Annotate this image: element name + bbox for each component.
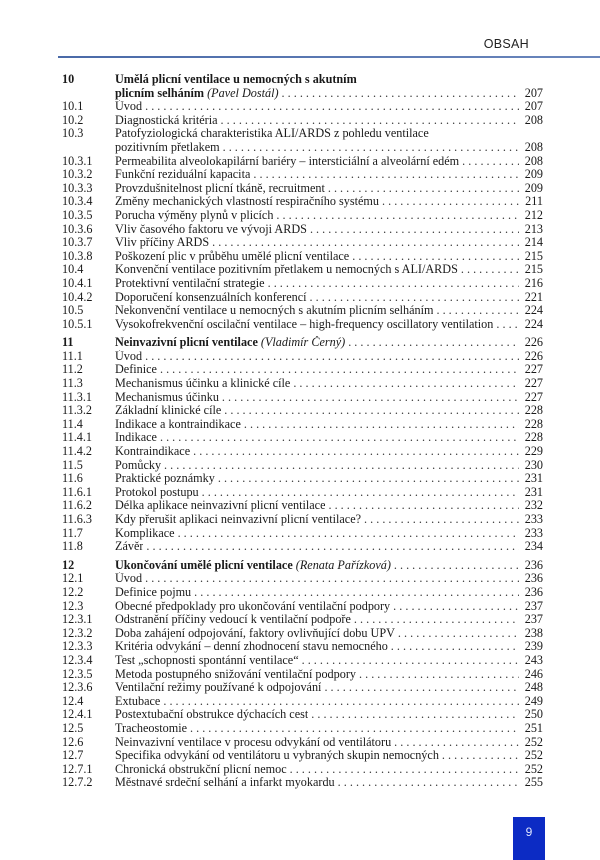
dot-leader xyxy=(178,527,519,541)
toc-entry[interactable] xyxy=(62,654,543,668)
entry-page: 209 xyxy=(524,180,543,195)
dot-leader xyxy=(394,736,519,750)
entry-author: (Vladimír Černý) xyxy=(260,336,346,350)
entry-page: 224 xyxy=(524,316,543,331)
entry-title: Mechanismus účinku a klinické cíle xyxy=(115,377,291,391)
header-divider xyxy=(58,56,600,58)
entry-number: 10.5.1 xyxy=(62,316,93,331)
dot-leader xyxy=(212,236,519,250)
dot-leader xyxy=(145,350,519,364)
dot-leader xyxy=(190,722,519,736)
dot-leader xyxy=(221,114,519,128)
entry-title: Poškození plic v průběhu umělé plicní ventilace xyxy=(115,249,350,263)
entry-title: plicním selháním (Pavel Dostál) xyxy=(115,86,279,100)
entry-number: 11.1 xyxy=(62,348,83,363)
toc-entry[interactable] xyxy=(62,763,543,777)
entry-number: 10.3.6 xyxy=(62,221,93,236)
entry-title: Doba zahájení odpojování, faktory ovlivňující dobu UPV xyxy=(115,626,395,640)
entry-page: 213 xyxy=(524,221,543,236)
toc-entry[interactable] xyxy=(62,695,543,709)
dot-leader xyxy=(193,445,519,459)
entry-number: 10.3.4 xyxy=(62,194,93,209)
entry-title: Funkční reziduální kapacita xyxy=(115,168,251,182)
entry-title: Neinvazivní ventilace v procesu odvykání od ventilátoru xyxy=(115,735,392,749)
entry-page: 230 xyxy=(524,457,543,472)
entry-title: Definice xyxy=(115,363,157,377)
entry-page: 255 xyxy=(524,775,543,790)
entry-title: Specifika odvykání od ventilátoru u vybraných skupin nemocných xyxy=(115,749,439,763)
entry-page: 226 xyxy=(524,335,543,350)
entry-number: 11.2 xyxy=(62,362,83,377)
toc-entry[interactable] xyxy=(62,377,543,391)
dot-leader xyxy=(328,499,519,513)
entry-page: 237 xyxy=(524,612,543,627)
entry-author: (Renata Pařízková) xyxy=(295,558,391,572)
toc-entry[interactable] xyxy=(62,600,543,614)
toc-entry[interactable] xyxy=(62,613,543,627)
entry-number: 12.7.2 xyxy=(62,775,93,790)
entry-number: 11.6.1 xyxy=(62,484,93,499)
dot-leader xyxy=(348,336,519,350)
dot-leader xyxy=(394,559,519,573)
entry-title: Úvod xyxy=(115,100,143,114)
entry-page: 231 xyxy=(524,471,543,486)
toc-entry[interactable] xyxy=(62,572,543,586)
entry-page: 238 xyxy=(524,625,543,640)
entry-title: Praktické poznámky xyxy=(115,472,215,486)
toc-entry[interactable] xyxy=(62,100,543,114)
entry-page: 229 xyxy=(524,444,543,459)
dot-leader xyxy=(218,472,519,486)
entry-number: 12.3.3 xyxy=(62,639,93,654)
toc-entry[interactable] xyxy=(62,263,543,277)
entry-title: Metoda postupného snižování ventilační podpory xyxy=(115,667,356,681)
dot-leader xyxy=(310,223,519,237)
entry-title: Vliv časového faktoru ve vývoji ARDS xyxy=(115,222,307,236)
dot-leader xyxy=(222,391,519,405)
entry-page: 227 xyxy=(524,376,543,391)
entry-number: 12.3.5 xyxy=(62,666,93,681)
entry-title: Závěr xyxy=(115,540,144,554)
dot-leader xyxy=(391,640,519,654)
dot-leader xyxy=(146,540,519,554)
entry-title: Délka aplikace neinvazivní plicní ventilace xyxy=(115,499,326,513)
toc-entry[interactable] xyxy=(62,114,543,128)
toc-entry[interactable] xyxy=(62,708,543,722)
entry-number: 12.3 xyxy=(62,598,84,613)
entry-title: Kontraindikace xyxy=(115,445,191,459)
dot-leader xyxy=(253,168,519,182)
entry-title: Doporučení konsenzuálních konferencí xyxy=(115,290,307,304)
dot-leader xyxy=(268,277,519,291)
dot-leader xyxy=(496,318,519,332)
entry-title: Permeabilita alveolokapilární bariéry – intersticiální a alveolární edém xyxy=(115,154,460,168)
entry-title: Komplikace xyxy=(115,526,175,540)
entry-title: Extubace xyxy=(115,694,161,708)
entry-page: 233 xyxy=(524,512,543,526)
toc-entry[interactable] xyxy=(62,722,543,736)
toc-entry[interactable] xyxy=(62,776,543,790)
entry-number: 12.5 xyxy=(62,720,84,735)
toc-entry[interactable] xyxy=(62,223,543,237)
entry-title: Obecné předpoklady pro ukončování ventilační podpory xyxy=(115,599,391,613)
toc-entry[interactable] xyxy=(62,431,543,445)
toc-entry[interactable] xyxy=(62,277,543,291)
entry-page: 226 xyxy=(524,348,543,363)
entry-number: 10.4.1 xyxy=(62,275,93,290)
entry-title: Postextubační obstrukce dýchacích cest xyxy=(115,708,309,722)
entry-title: Definice pojmu xyxy=(115,585,192,599)
dot-leader xyxy=(359,668,519,682)
dot-leader xyxy=(354,613,519,627)
toc-entry[interactable] xyxy=(62,404,543,418)
dot-leader xyxy=(163,695,519,709)
toc-entry[interactable] xyxy=(62,350,543,364)
entry-page: 215 xyxy=(524,262,543,277)
entry-number: 11.4.1 xyxy=(62,430,93,445)
toc-chapter-entry[interactable] xyxy=(62,559,543,573)
entry-number: 12.3.2 xyxy=(62,625,93,640)
entry-number: 11 xyxy=(62,335,74,350)
entry-number: 12.3.1 xyxy=(62,612,93,627)
entry-number: 10.5 xyxy=(62,303,84,318)
entry-title: Indikace a kontraindikace xyxy=(115,417,241,431)
entry-author: (Pavel Dostál) xyxy=(207,86,279,100)
toc-entry[interactable] xyxy=(62,527,543,541)
dot-leader xyxy=(382,195,519,209)
entry-page: 228 xyxy=(524,430,543,445)
dot-leader xyxy=(461,263,519,277)
entry-title: Neinvazivní plicní ventilace (Vladimír Černý) xyxy=(115,336,346,350)
entry-page: 211 xyxy=(525,194,543,209)
entry-title: Tracheostomie xyxy=(115,721,187,735)
entry-title: Kritéria odvykání – denní zhodnocení stavu nemocného xyxy=(115,640,388,654)
entry-number: 10.3.3 xyxy=(62,180,93,195)
entry-title: Vliv příčiny ARDS xyxy=(115,236,210,250)
entry-title: Porucha výměny plynů v plicích xyxy=(115,208,274,222)
entry-number: 11.8 xyxy=(62,539,83,554)
dot-leader xyxy=(436,304,519,318)
entry-number: 11.7 xyxy=(62,525,83,540)
toc-entry[interactable] xyxy=(62,195,543,209)
entry-number: 11.5 xyxy=(62,457,83,472)
toc-entry[interactable] xyxy=(62,250,543,264)
dot-leader xyxy=(293,377,519,391)
entry-number: 10.3.2 xyxy=(62,167,93,182)
toc-entry[interactable] xyxy=(62,627,543,641)
entry-page: 207 xyxy=(524,85,543,100)
dot-leader xyxy=(302,654,519,668)
toc-entry[interactable] xyxy=(62,486,543,500)
toc-entry[interactable] xyxy=(62,513,543,527)
dot-leader xyxy=(276,209,519,223)
entry-page: 246 xyxy=(524,666,543,681)
toc-entry[interactable] xyxy=(62,391,543,405)
entry-page: 207 xyxy=(524,99,543,114)
page-number: 9 xyxy=(513,817,545,860)
toc-entry[interactable] xyxy=(62,155,543,169)
entry-title: Umělá plicní ventilace u nemocných s akutním xyxy=(115,73,357,86)
toc-entry[interactable] xyxy=(62,586,543,600)
toc-entry[interactable] xyxy=(62,363,543,377)
entry-number: 12.7.1 xyxy=(62,761,93,776)
entry-title: Odstranění příčiny vedoucí k ventilační podpoře xyxy=(115,613,351,627)
entry-title: Základní klinické cíle xyxy=(115,404,222,418)
entry-number: 12 xyxy=(62,557,75,572)
dot-leader xyxy=(202,486,519,500)
dot-leader xyxy=(145,100,519,114)
entry-title: Úvod xyxy=(115,349,143,363)
entry-page: 231 xyxy=(524,484,543,499)
toc-entry[interactable] xyxy=(62,668,543,682)
toc-entry[interactable] xyxy=(62,236,543,250)
entry-title: Úvod xyxy=(115,572,143,586)
entry-page: 251 xyxy=(524,720,543,735)
entry-number: 10.3.5 xyxy=(62,207,93,222)
dot-leader xyxy=(442,749,519,763)
entry-title: Protektivní ventilační strategie xyxy=(115,276,265,290)
entry-page: 228 xyxy=(524,403,543,418)
entry-page: 234 xyxy=(524,539,543,554)
entry-page: 233 xyxy=(524,525,543,540)
entry-number: 10 xyxy=(62,72,75,86)
toc-entry[interactable] xyxy=(62,304,543,318)
toc-entry[interactable] xyxy=(62,736,543,750)
entry-title: Chronická obstrukční plicní nemoc xyxy=(115,762,287,776)
entry-page: 208 xyxy=(524,139,543,154)
entry-title: Ukončování umělé plicní ventilace (Renata Pařízková) xyxy=(115,558,391,572)
entry-title: Vysokofrekvenční oscilační ventilace – high-frequency oscillatory ventilation xyxy=(115,317,494,331)
entry-page: 252 xyxy=(524,748,543,763)
toc-entry[interactable] xyxy=(62,472,543,486)
toc-entry[interactable] xyxy=(62,209,543,223)
entry-page: 252 xyxy=(524,761,543,776)
entry-number: 12.2 xyxy=(62,584,84,599)
entry-number: 11.6 xyxy=(62,471,83,486)
dot-leader xyxy=(338,776,519,790)
entry-page: 212 xyxy=(524,207,543,222)
dot-leader xyxy=(352,250,519,264)
toc-entry[interactable] xyxy=(62,418,543,432)
toc-entry[interactable] xyxy=(62,499,543,513)
entry-number: 10.4 xyxy=(62,262,84,277)
toc-entry[interactable] xyxy=(62,291,543,305)
entry-page: 214 xyxy=(524,235,543,250)
dot-leader xyxy=(328,182,519,196)
entry-page: 216 xyxy=(524,275,543,290)
entry-number: 10.1 xyxy=(62,99,84,114)
dot-leader xyxy=(282,87,519,101)
toc-entry[interactable] xyxy=(62,445,543,459)
entry-page: 243 xyxy=(524,652,543,667)
entry-number: 12.4 xyxy=(62,693,84,708)
entry-page: 239 xyxy=(524,639,543,654)
entry-title: Protokol postupu xyxy=(115,485,199,499)
dot-leader xyxy=(324,681,519,695)
entry-number: 12.7 xyxy=(62,748,84,763)
entry-number: 11.3.1 xyxy=(62,389,93,404)
toc-chapter-entry[interactable] xyxy=(62,87,543,101)
entry-number: 12.3.4 xyxy=(62,652,93,667)
entry-title: Provzdušnitelnost plicní tkáně, recruitment xyxy=(115,181,325,195)
entry-title: Diagnostická kritéria xyxy=(115,113,218,127)
dot-leader xyxy=(224,404,519,418)
entry-number: 10.3.8 xyxy=(62,248,93,263)
entry-title: Pomůcky xyxy=(115,458,162,472)
entry-title: Kdy přerušit aplikaci neinvazivní plicní ventilace? xyxy=(115,513,362,526)
entry-page: 249 xyxy=(524,693,543,708)
entry-title: Mechanismus účinku xyxy=(115,390,219,404)
entry-number: 12.4.1 xyxy=(62,707,93,722)
entry-title: pozitivním přetlakem xyxy=(115,140,220,154)
toc-entry[interactable] xyxy=(62,681,543,695)
entry-title: Konvenční ventilace pozitivním přetlakem u nemocných s ALI/ARDS xyxy=(115,263,458,277)
dot-leader xyxy=(244,418,519,432)
toc-entry[interactable] xyxy=(62,459,543,473)
entry-page: 236 xyxy=(524,584,543,599)
entry-title: Patofyziologická charakteristika ALI/ARDS z pohledu ventilace xyxy=(115,127,429,141)
entry-title: Ventilační režimy používané k odpojování xyxy=(115,681,322,695)
table-of-contents xyxy=(62,73,543,790)
entry-number: 10.3.1 xyxy=(62,153,93,168)
entry-number: 11.3.2 xyxy=(62,403,93,418)
entry-page: 208 xyxy=(524,153,543,168)
dot-leader xyxy=(160,363,519,377)
entry-page: 209 xyxy=(524,167,543,182)
toc-entry[interactable] xyxy=(62,182,543,196)
entry-number: 10.3.7 xyxy=(62,235,93,250)
toc-entry[interactable] xyxy=(62,749,543,763)
toc-entry[interactable] xyxy=(62,640,543,654)
dot-leader xyxy=(364,513,519,527)
entry-title: Indikace xyxy=(115,431,157,445)
dot-leader xyxy=(310,291,519,305)
entry-number: 10.3 xyxy=(62,126,84,141)
entry-page: 236 xyxy=(524,571,543,586)
entry-page: 224 xyxy=(524,303,543,318)
toc-entry[interactable] xyxy=(62,318,543,332)
entry-page: 227 xyxy=(524,362,543,377)
entry-page: 208 xyxy=(524,112,543,127)
entry-number: 12.6 xyxy=(62,734,84,749)
entry-number: 11.6.2 xyxy=(62,498,93,513)
section-title: OBSAH xyxy=(483,37,529,51)
dot-leader xyxy=(290,763,519,777)
dot-leader xyxy=(398,627,519,641)
entry-page: 236 xyxy=(524,557,543,572)
entry-title: Test „schopnosti spontánní ventilace“ xyxy=(115,653,299,667)
entry-page: 221 xyxy=(524,289,543,304)
entry-number: 11.4.2 xyxy=(62,444,93,459)
entry-page: 252 xyxy=(524,734,543,749)
dot-leader xyxy=(462,155,519,169)
toc-entry[interactable] xyxy=(62,127,543,141)
dot-leader xyxy=(145,572,519,586)
toc-entry[interactable] xyxy=(62,168,543,182)
entry-title: Nekonvenční ventilace u nemocných s akutním plicním selháním xyxy=(115,304,434,318)
toc-chapter-entry[interactable] xyxy=(62,336,543,350)
entry-number: 10.4.2 xyxy=(62,289,93,304)
entry-number: 11.3 xyxy=(62,376,83,391)
entry-number: 12.1 xyxy=(62,571,84,586)
entry-page: 248 xyxy=(524,680,543,695)
entry-number: 12.3.6 xyxy=(62,680,93,695)
dot-leader xyxy=(223,141,519,155)
entry-page: 228 xyxy=(524,416,543,431)
dot-leader xyxy=(164,459,519,473)
toc-entry[interactable] xyxy=(62,540,543,554)
entry-number: 11.4 xyxy=(62,416,83,431)
entry-number: 11.6.3 xyxy=(62,512,93,526)
toc-chapter-entry[interactable] xyxy=(62,73,543,87)
dot-leader xyxy=(393,600,519,614)
dot-leader xyxy=(311,708,519,722)
entry-number: 10.2 xyxy=(62,112,84,127)
entry-page: 215 xyxy=(524,248,543,263)
dot-leader xyxy=(160,431,519,445)
toc-entry[interactable] xyxy=(62,141,543,155)
dot-leader xyxy=(194,586,519,600)
entry-title: Městnavé srdeční selhání a infarkt myokardu xyxy=(115,776,335,790)
entry-page: 237 xyxy=(524,598,543,613)
entry-page: 250 xyxy=(524,707,543,722)
entry-page: 227 xyxy=(524,389,543,404)
entry-page: 232 xyxy=(524,498,543,513)
entry-title: Změny mechanických vlastností respiračního systému xyxy=(115,195,379,209)
